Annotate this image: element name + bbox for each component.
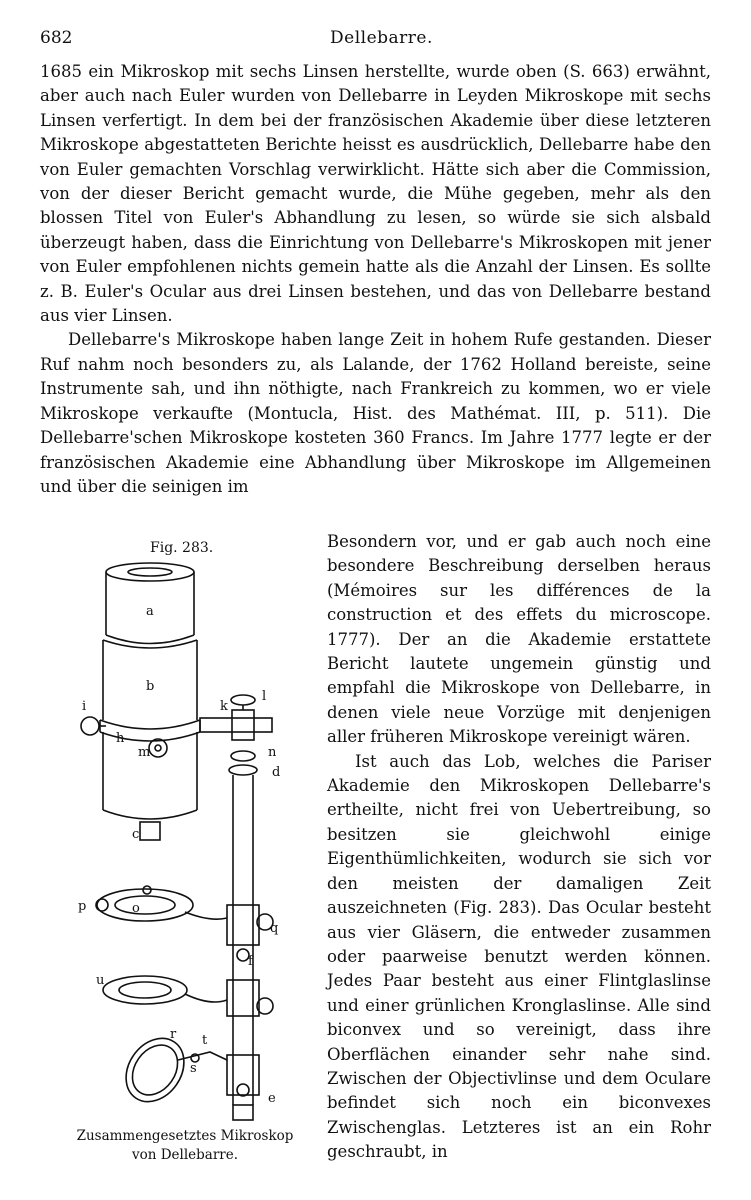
paragraph: Dellebarre's Mikroskope haben lange Zeit in hohem Rufe gestanden. Dieser Ruf nahm noch besonders zu, als Lalande, der 1762 Holland bereiste, seine Instrumente sah, und ihn nöthigte, nach Frankreich zu kommen, wo er viele Mikroskope verkaufte (Montucla, Hist. des Mathémat. III, p. 511). Die Dellebarre'schen Mikroskope kosteten 360 Francs. Im Jahre 1777 legte er der französischen Akademie eine Abhandlung über Mikroskope im Allgemeinen und über die seinigen im bbox=[40, 330, 711, 496]
part-label: f bbox=[248, 954, 253, 969]
part-label: u bbox=[96, 973, 105, 988]
caption-line: von Dellebarre. bbox=[131, 1147, 239, 1163]
figure-caption bbox=[40, 1127, 330, 1165]
part-label: m bbox=[138, 745, 151, 760]
paragraph: 1685 ein Mikroskop mit sechs Linsen herstellte, wurde oben (S. 663) erwähnt, aber auch nach Euler wurden von Dellebarre in Leyden Mikroskope mit sechs Linsen verfertigt. In dem bei der französischen Akademie über diese letzteren Mikroskope abgestatteten Berichte heisst es ausdrücklich, Dellebarre habe den von Euler gemachten Vorschlag verwirklicht. Hätte sich aber die Commission, von der dieser Bericht gemacht wurde, die Mühe gegeben, mehr als den blossen Titel von Euler's Abhandlung zu lesen, so würde sie sich alsbald überzeugt haben, dass die Einrichtung von Dellebarre's Mikroskopen mit jener von Euler empfohlenen nichts gemein hatte als die Anzahl der Linsen. Es sollte z. B. Euler's Ocular aus drei Linsen bestehen, und das von Dellebarre bestand aus vier Linsen. bbox=[40, 62, 711, 326]
part-label: n bbox=[268, 745, 277, 760]
part-label: h bbox=[116, 731, 125, 746]
part-label: d bbox=[272, 765, 281, 780]
microscope-illustration bbox=[50, 560, 320, 1125]
running-head: Dellebarre. bbox=[330, 28, 433, 48]
body-text-top bbox=[40, 60, 711, 499]
page-number: 682 bbox=[40, 28, 73, 48]
part-label: k bbox=[220, 699, 228, 714]
part-label: e bbox=[268, 1091, 276, 1106]
part-label: r bbox=[170, 1027, 177, 1042]
part-label: i bbox=[82, 699, 87, 714]
part-label: q bbox=[270, 921, 279, 936]
part-label: p bbox=[78, 899, 87, 914]
part-label: o bbox=[132, 901, 140, 916]
figure-283 bbox=[40, 530, 330, 1170]
paragraph: Besondern vor, und er gab auch noch eine besondere Beschreibung derselben heraus (Mémoires sur les différences de la construction et des effets du microscope. 1777). Der an die Akademie erstattete Bericht lautete ungemein günstig und empfahl die Mikroskope von Dellebarre, in denen viele neue Vorzüge mit denjenigen aller früheren Mikroskope vereinigt wären. bbox=[327, 532, 711, 747]
part-label: c bbox=[132, 827, 140, 842]
paragraph: Ist auch das Lob, welches die Pariser Akademie den Mikroskopen Dellebarre's ertheilte, nicht frei von Uebertreibung, so besitzen sie gleichwohl einige Eigenthümlichkeiten, wodurch sie sich vor den meisten der damaligen Zeit auszeichneten (Fig. 283). Das Ocular besteht aus vier Gläsern, die entweder zusammen oder paarweise benutzt werden können. Jedes Paar besteht aus einer Flintglaslinse und einer grünlichen Kronglaslinse. Alle sind biconvex und so vereinigt, dass ihre Oberflächen einander sehr nahe sind. Zwischen der Objectivlinse und dem Oculare befindet sich noch ein biconvexes Zwischenglas. Letzteres ist an ein Rohr geschraubt, in bbox=[327, 751, 711, 1162]
page-header bbox=[40, 28, 711, 54]
caption-line: Zusammengesetztes Mikroskop bbox=[76, 1128, 294, 1144]
part-label: t bbox=[202, 1033, 208, 1048]
part-label: l bbox=[262, 689, 267, 704]
body-text-column bbox=[327, 530, 711, 1165]
part-label: b bbox=[146, 679, 155, 694]
part-label: s bbox=[190, 1061, 197, 1076]
part-label: a bbox=[146, 604, 154, 619]
figure-label: Fig. 283. bbox=[150, 540, 214, 556]
